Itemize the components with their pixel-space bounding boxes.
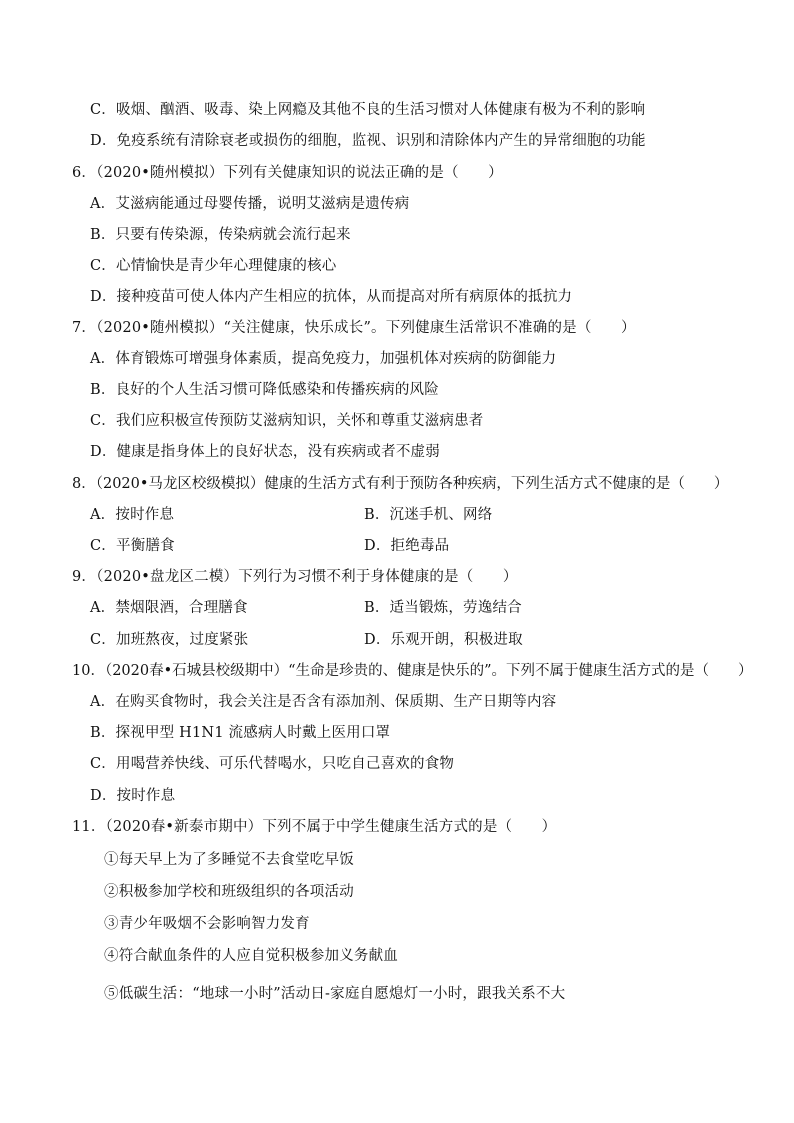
q7-option-b: B．良好的个人生活习惯可降低感染和传播疾病的风险 <box>90 382 439 398</box>
question-7: 7．（2020•随州模拟）“关注健康，快乐成长”。下列健康生活常识不准确的是（ ） <box>72 320 636 336</box>
q5-option-c: C．吸烟、酗酒、吸毒、染上网瘾及其他不良的生活习惯对人体健康有极为不利的影响 <box>90 102 646 118</box>
q10-option-b: B．探视甲型 H1N1 流感病人时戴上医用口罩 <box>90 725 391 741</box>
q11-statement-1: ①每天早上为了多睡觉不去食堂吃早饭 <box>104 852 354 868</box>
q7-option-a: A．体育锻炼可增强身体素质，提高免疫力，加强机体对疾病的防御能力 <box>90 351 557 367</box>
q9-option-a: A．禁烟限酒，合理膳食 <box>90 600 248 616</box>
q8-option-d: D．拒绝毒品 <box>364 538 450 554</box>
q8-option-b: B．沉迷手机、网络 <box>364 507 493 523</box>
q11-statement-5: ⑤低碳生活：“地球一小时”活动日-家庭自愿熄灯一小时，跟我关系不大 <box>104 986 566 1002</box>
question-11: 11．（2020春•新泰市期中）下列不属于中学生健康生活方式的是（ ） <box>72 819 557 835</box>
q7-option-c: C．我们应积极宣传预防艾滋病知识，关怀和尊重艾滋病患者 <box>90 413 484 429</box>
q10-option-d: D．按时作息 <box>90 788 176 804</box>
question-10: 10．（2020春•石城县校级期中）“生命是珍贵的、健康是快乐的”。下列不属于健康生活方式的是（ ） <box>72 663 753 679</box>
question-6: 6．（2020•随州模拟）下列有关健康知识的说法正确的是（ ） <box>72 165 503 181</box>
q11-statement-3: ③青少年吸烟不会影响智力发育 <box>104 916 310 932</box>
q9-option-d: D．乐观开朗，积极进取 <box>364 632 523 648</box>
q6-option-d: D．接种疫苗可使人体内产生相应的抗体，从而提高对所有病原体的抵抗力 <box>90 289 573 305</box>
q6-option-b: B．只要有传染源，传染病就会流行起来 <box>90 227 351 243</box>
q9-option-c: C．加班熬夜，过度紧张 <box>90 632 249 648</box>
q11-statement-2: ②积极参加学校和班级组织的各项活动 <box>104 884 354 900</box>
question-8: 8．（2020•马龙区校级模拟）健康的生活方式有利于预防各种疾病，下列生活方式不健康的是（ ） <box>72 476 729 492</box>
q5-option-d: D．免疫系统有清除衰老或损伤的细胞，监视、识别和清除体内产生的异常细胞的功能 <box>90 133 646 149</box>
q10-option-c: C．用喝营养快线、可乐代替喝水，只吃自己喜欢的食物 <box>90 756 455 772</box>
q7-option-d: D．健康是指身体上的良好状态，没有疾病或者不虚弱 <box>90 444 440 460</box>
q8-option-c: C．平衡膳食 <box>90 538 175 554</box>
q9-option-b: B．适当锻炼，劳逸结合 <box>364 600 522 616</box>
q11-statement-4: ④符合献血条件的人应自觉积极参加义务献血 <box>104 948 398 964</box>
q6-option-a: A．艾滋病能通过母婴传播，说明艾滋病是遗传病 <box>90 196 410 212</box>
q6-option-c: C．心情愉快是青少年心理健康的核心 <box>90 258 337 274</box>
q10-option-a: A．在购买食物时，我会关注是否含有添加剂、保质期、生产日期等内容 <box>90 694 557 710</box>
question-9: 9．（2020•盘龙区二模）下列行为习惯不利于身体健康的是（ ） <box>72 569 518 585</box>
q8-option-a: A．按时作息 <box>90 507 175 523</box>
